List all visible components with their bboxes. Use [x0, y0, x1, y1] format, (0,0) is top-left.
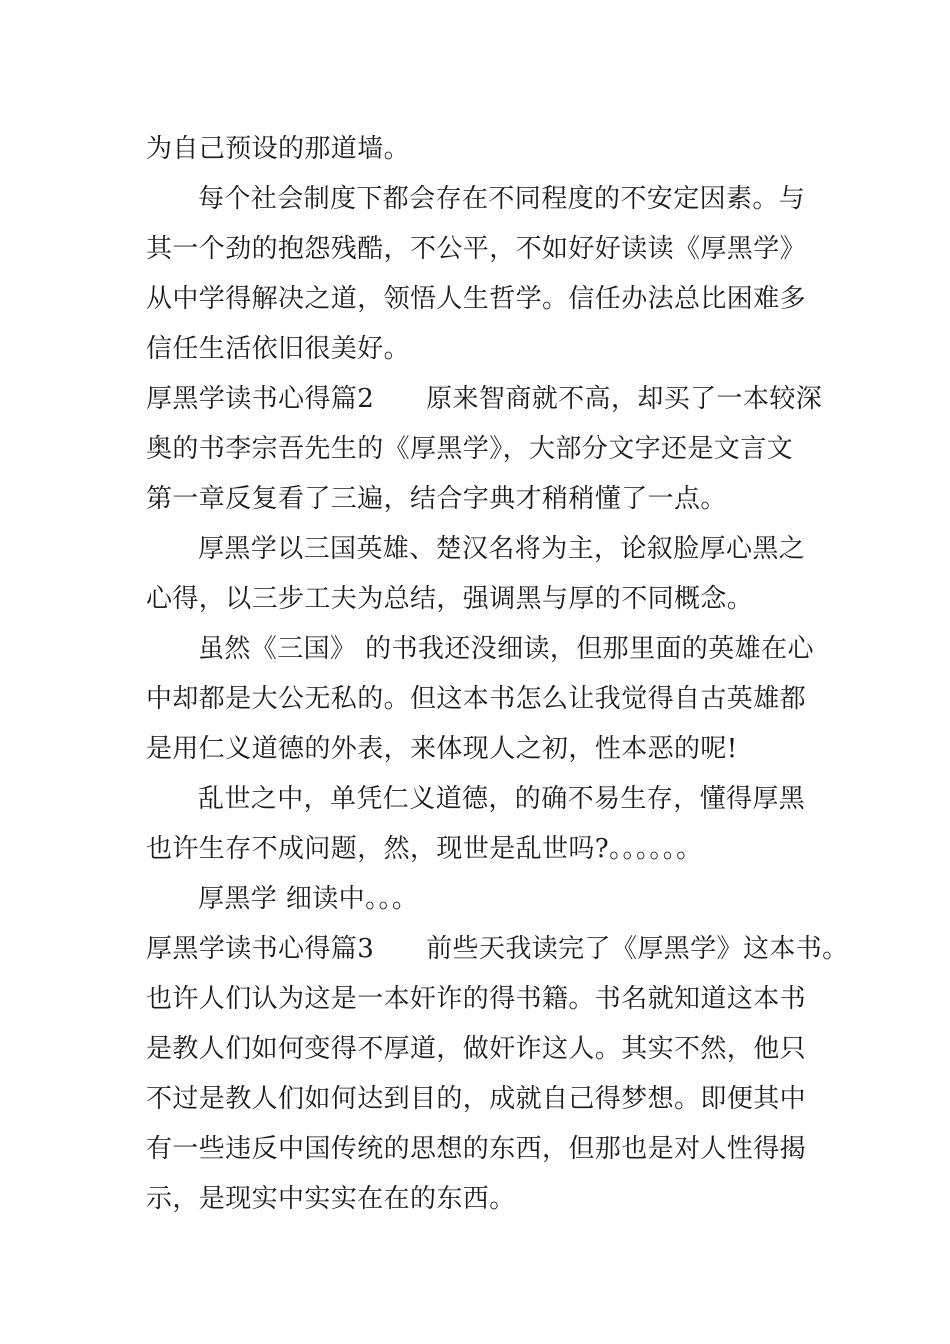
section-heading-line	[146, 383, 822, 415]
text-segment: 原来智商就不高，却买了一本较深	[426, 384, 823, 414]
text-line: 示，是现实中实实在在的东西。	[146, 1184, 516, 1214]
text-line: 从中学得解决之道，领悟人生哲学。信任办法总比困难多	[146, 284, 807, 314]
text-line: 不过是教人们如何达到目的，成就自己得梦想。即便其中	[146, 1084, 807, 1114]
text-line: 有一些违反中国传统的思想的东西，但那也是对人性得揭	[146, 1134, 807, 1164]
text-line: 为自己预设的那道墙。	[146, 134, 411, 164]
text-line: 乱世之中，单凭仁义道德，的确不易生存，懂得厚黑	[198, 784, 806, 814]
text-line: 厚黑学以三国英雄、楚汉名将为主，论叙脸厚心黑之	[198, 534, 806, 564]
text-line: 中却都是大公无私的。但这本书怎么让我觉得自古英雄都	[146, 684, 807, 714]
text-line: 每个社会制度下都会存在不同程度的不安定因素。与	[198, 184, 806, 214]
section-heading: 厚黑学读书心得篇2	[146, 384, 375, 414]
text-line: 信任生活依旧很美好。	[146, 334, 411, 364]
text-segment: 前些天我读完了《厚黑学》这本书。	[426, 934, 849, 964]
text-line: 其一个劲的抱怨残酷，不公平，不如好好读读《厚黑学》	[146, 234, 807, 264]
text-line: 厚黑学 细读中。。。	[198, 884, 419, 914]
text-line: 心得，以三步工夫为总结，强调黑与厚的不同概念。	[146, 584, 754, 614]
text-line: 是教人们如何变得不厚道，做奸诈这人。其实不然，他只	[146, 1034, 807, 1064]
text-line: 也许生存不成问题，然，现世是乱世吗?。。。。。。	[146, 834, 703, 864]
text-line: 也许人们认为这是一本奸诈的得书籍。书名就知道这本书	[146, 984, 807, 1014]
text-line: 第一章反复看了三遍，结合字典才稍稍懂了一点。	[146, 484, 727, 514]
text-line: 是用仁义道德的外表，来体现人之初，性本恶的呢!	[146, 734, 738, 764]
text-line: 虽然《三国》 的书我还没细读，但那里面的英雄在心	[198, 634, 814, 664]
text-line: 奥的书李宗吾先生的《厚黑学》，大部分文字还是文言文	[146, 434, 794, 464]
section-heading-line	[146, 933, 849, 965]
section-heading: 厚黑学读书心得篇3	[146, 934, 375, 964]
